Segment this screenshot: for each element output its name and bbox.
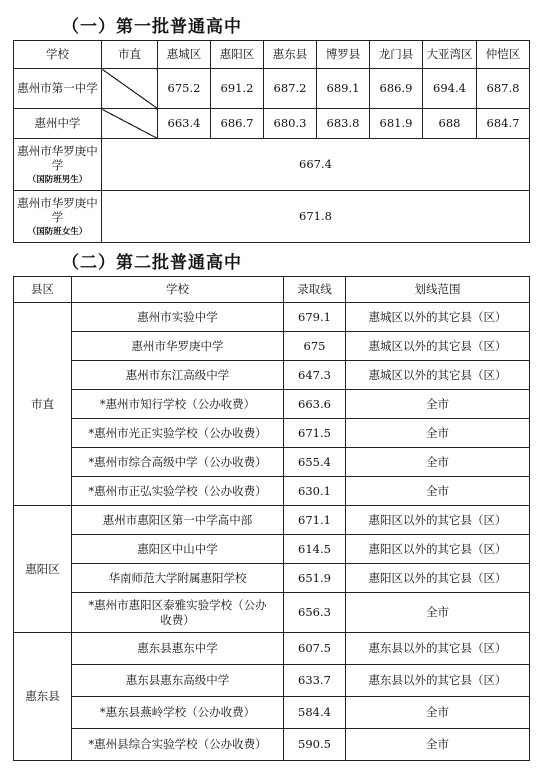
score-cell: 688: [423, 109, 477, 139]
school-name: 惠阳区中山中学: [72, 535, 284, 564]
table-row: [14, 506, 530, 535]
table-header-row: [14, 277, 530, 303]
header-school: 学校: [72, 277, 284, 303]
school-name: 惠州市东江高级中学: [72, 361, 284, 390]
range-cell: 惠阳区以外的其它县（区）: [346, 506, 530, 535]
score-cell: 663.6: [284, 390, 346, 419]
range-cell: 惠城区以外的其它县（区）: [346, 332, 530, 361]
school-name: 华南师范大学附属惠阳学校: [72, 564, 284, 593]
school-name: [14, 191, 102, 243]
header-huicheng: 惠城区: [158, 41, 211, 69]
table-row: [14, 419, 530, 448]
table-row: [14, 332, 530, 361]
school-name: 惠州市华罗庚中学: [72, 332, 284, 361]
school-name: *惠州市光正实验学校（公办收费）: [72, 419, 284, 448]
score-cell: 607.5: [284, 633, 346, 665]
school-name: *惠州县综合实验学校（公办收费）: [72, 729, 284, 761]
diagonal-cell: [102, 109, 158, 139]
range-cell: 惠城区以外的其它县（区）: [346, 361, 530, 390]
section2-title: （二）第二批普通高中: [62, 253, 242, 273]
score-cell: 680.3: [264, 109, 317, 139]
range-cell: 全市: [346, 390, 530, 419]
score-cell: 663.4: [158, 109, 211, 139]
school-name: *惠州市知行学校（公办收费）: [72, 390, 284, 419]
header-zhongkai: 仲恺区: [477, 41, 530, 69]
table-row: [14, 303, 530, 332]
score-cell: 675: [284, 332, 346, 361]
range-cell: 全市: [346, 697, 530, 729]
score-cell: 689.1: [317, 69, 370, 109]
district-cell: 惠阳区: [14, 506, 72, 633]
second-batch-table: [13, 276, 530, 761]
score-cell: 630.1: [284, 477, 346, 506]
header-district: 县区: [14, 277, 72, 303]
score-cell: 681.9: [370, 109, 423, 139]
merged-score-cell: 671.8: [102, 191, 530, 243]
score-cell: 683.8: [317, 109, 370, 139]
header-huiyang: 惠阳区: [211, 41, 264, 69]
score-cell: 687.8: [477, 69, 530, 109]
score-cell: 614.5: [284, 535, 346, 564]
school-name: *惠州市综合高级中学（公办收费）: [72, 448, 284, 477]
school-name: 惠东县惠东中学: [72, 633, 284, 665]
header-huidong: 惠东县: [264, 41, 317, 69]
school-name-text: 惠州市华罗庚中学: [17, 195, 98, 225]
merged-score-cell: 667.4: [102, 139, 530, 191]
range-cell: 惠阳区以外的其它县（区）: [346, 535, 530, 564]
range-cell: 全市: [346, 729, 530, 761]
score-cell: 686.9: [370, 69, 423, 109]
district-cell: 市直: [14, 303, 72, 506]
table-row: [14, 390, 530, 419]
score-cell: 679.1: [284, 303, 346, 332]
table-header-row: [14, 41, 530, 69]
table-row: [14, 69, 530, 109]
range-cell: 全市: [346, 593, 530, 633]
table-row: [14, 139, 530, 191]
score-cell: 584.4: [284, 697, 346, 729]
score-cell: 590.5: [284, 729, 346, 761]
school-name: *惠州市正弘实验学校（公办收费）: [72, 477, 284, 506]
section1-title: （一）第一批普通高中: [62, 17, 242, 37]
score-cell: 675.2: [158, 69, 211, 109]
class-note: （国防班男生）: [27, 174, 88, 185]
header-score: 录取线: [284, 277, 346, 303]
school-name: 惠州市第一中学: [14, 69, 102, 109]
school-name: *惠州市惠阳区泰雅实验学校（公办收费）: [72, 593, 284, 633]
school-name: *惠东县燕岭学校（公办收费）: [72, 697, 284, 729]
header-dayawan: 大亚湾区: [423, 41, 477, 69]
score-cell: 651.9: [284, 564, 346, 593]
school-name: 惠东县惠东高级中学: [72, 665, 284, 697]
score-cell: 687.2: [264, 69, 317, 109]
range-cell: 惠东县以外的其它县（区）: [346, 665, 530, 697]
score-cell: 671.5: [284, 419, 346, 448]
range-cell: 惠城区以外的其它县（区）: [346, 303, 530, 332]
table-row: [14, 697, 530, 729]
school-name: 惠州市惠阳区第一中学高中部: [72, 506, 284, 535]
first-batch-table: [13, 40, 530, 243]
range-cell: 全市: [346, 448, 530, 477]
range-cell: 惠阳区以外的其它县（区）: [346, 564, 530, 593]
score-cell: 633.7: [284, 665, 346, 697]
diagonal-cell: [102, 69, 158, 109]
header-school: 学校: [14, 41, 102, 69]
table-row: [14, 448, 530, 477]
table-row: [14, 633, 530, 665]
table-row: [14, 593, 530, 633]
table-row: [14, 729, 530, 761]
table-row: [14, 361, 530, 390]
table-row: [14, 535, 530, 564]
class-note: （国防班女生）: [27, 226, 88, 237]
school-name: 惠州市实验中学: [72, 303, 284, 332]
header-range: 划线范围: [346, 277, 530, 303]
score-cell: 691.2: [211, 69, 264, 109]
score-cell: 656.3: [284, 593, 346, 633]
score-cell: 671.1: [284, 506, 346, 535]
table-row: [14, 564, 530, 593]
table-row: [14, 477, 530, 506]
range-cell: 惠东县以外的其它县（区）: [346, 633, 530, 665]
score-cell: 694.4: [423, 69, 477, 109]
district-cell: 惠东县: [14, 633, 72, 761]
score-cell: 647.3: [284, 361, 346, 390]
table-row: [14, 109, 530, 139]
header-boluo: 博罗县: [317, 41, 370, 69]
header-shizhi: 市直: [102, 41, 158, 69]
school-name-text: 惠州市华罗庚中学: [17, 143, 98, 173]
score-cell: 655.4: [284, 448, 346, 477]
school-name: [14, 139, 102, 191]
table-row: [14, 191, 530, 243]
school-name: 惠州中学: [14, 109, 102, 139]
score-cell: 684.7: [477, 109, 530, 139]
table-row: [14, 665, 530, 697]
header-longmen: 龙门县: [370, 41, 423, 69]
range-cell: 全市: [346, 477, 530, 506]
range-cell: 全市: [346, 419, 530, 448]
score-cell: 686.7: [211, 109, 264, 139]
